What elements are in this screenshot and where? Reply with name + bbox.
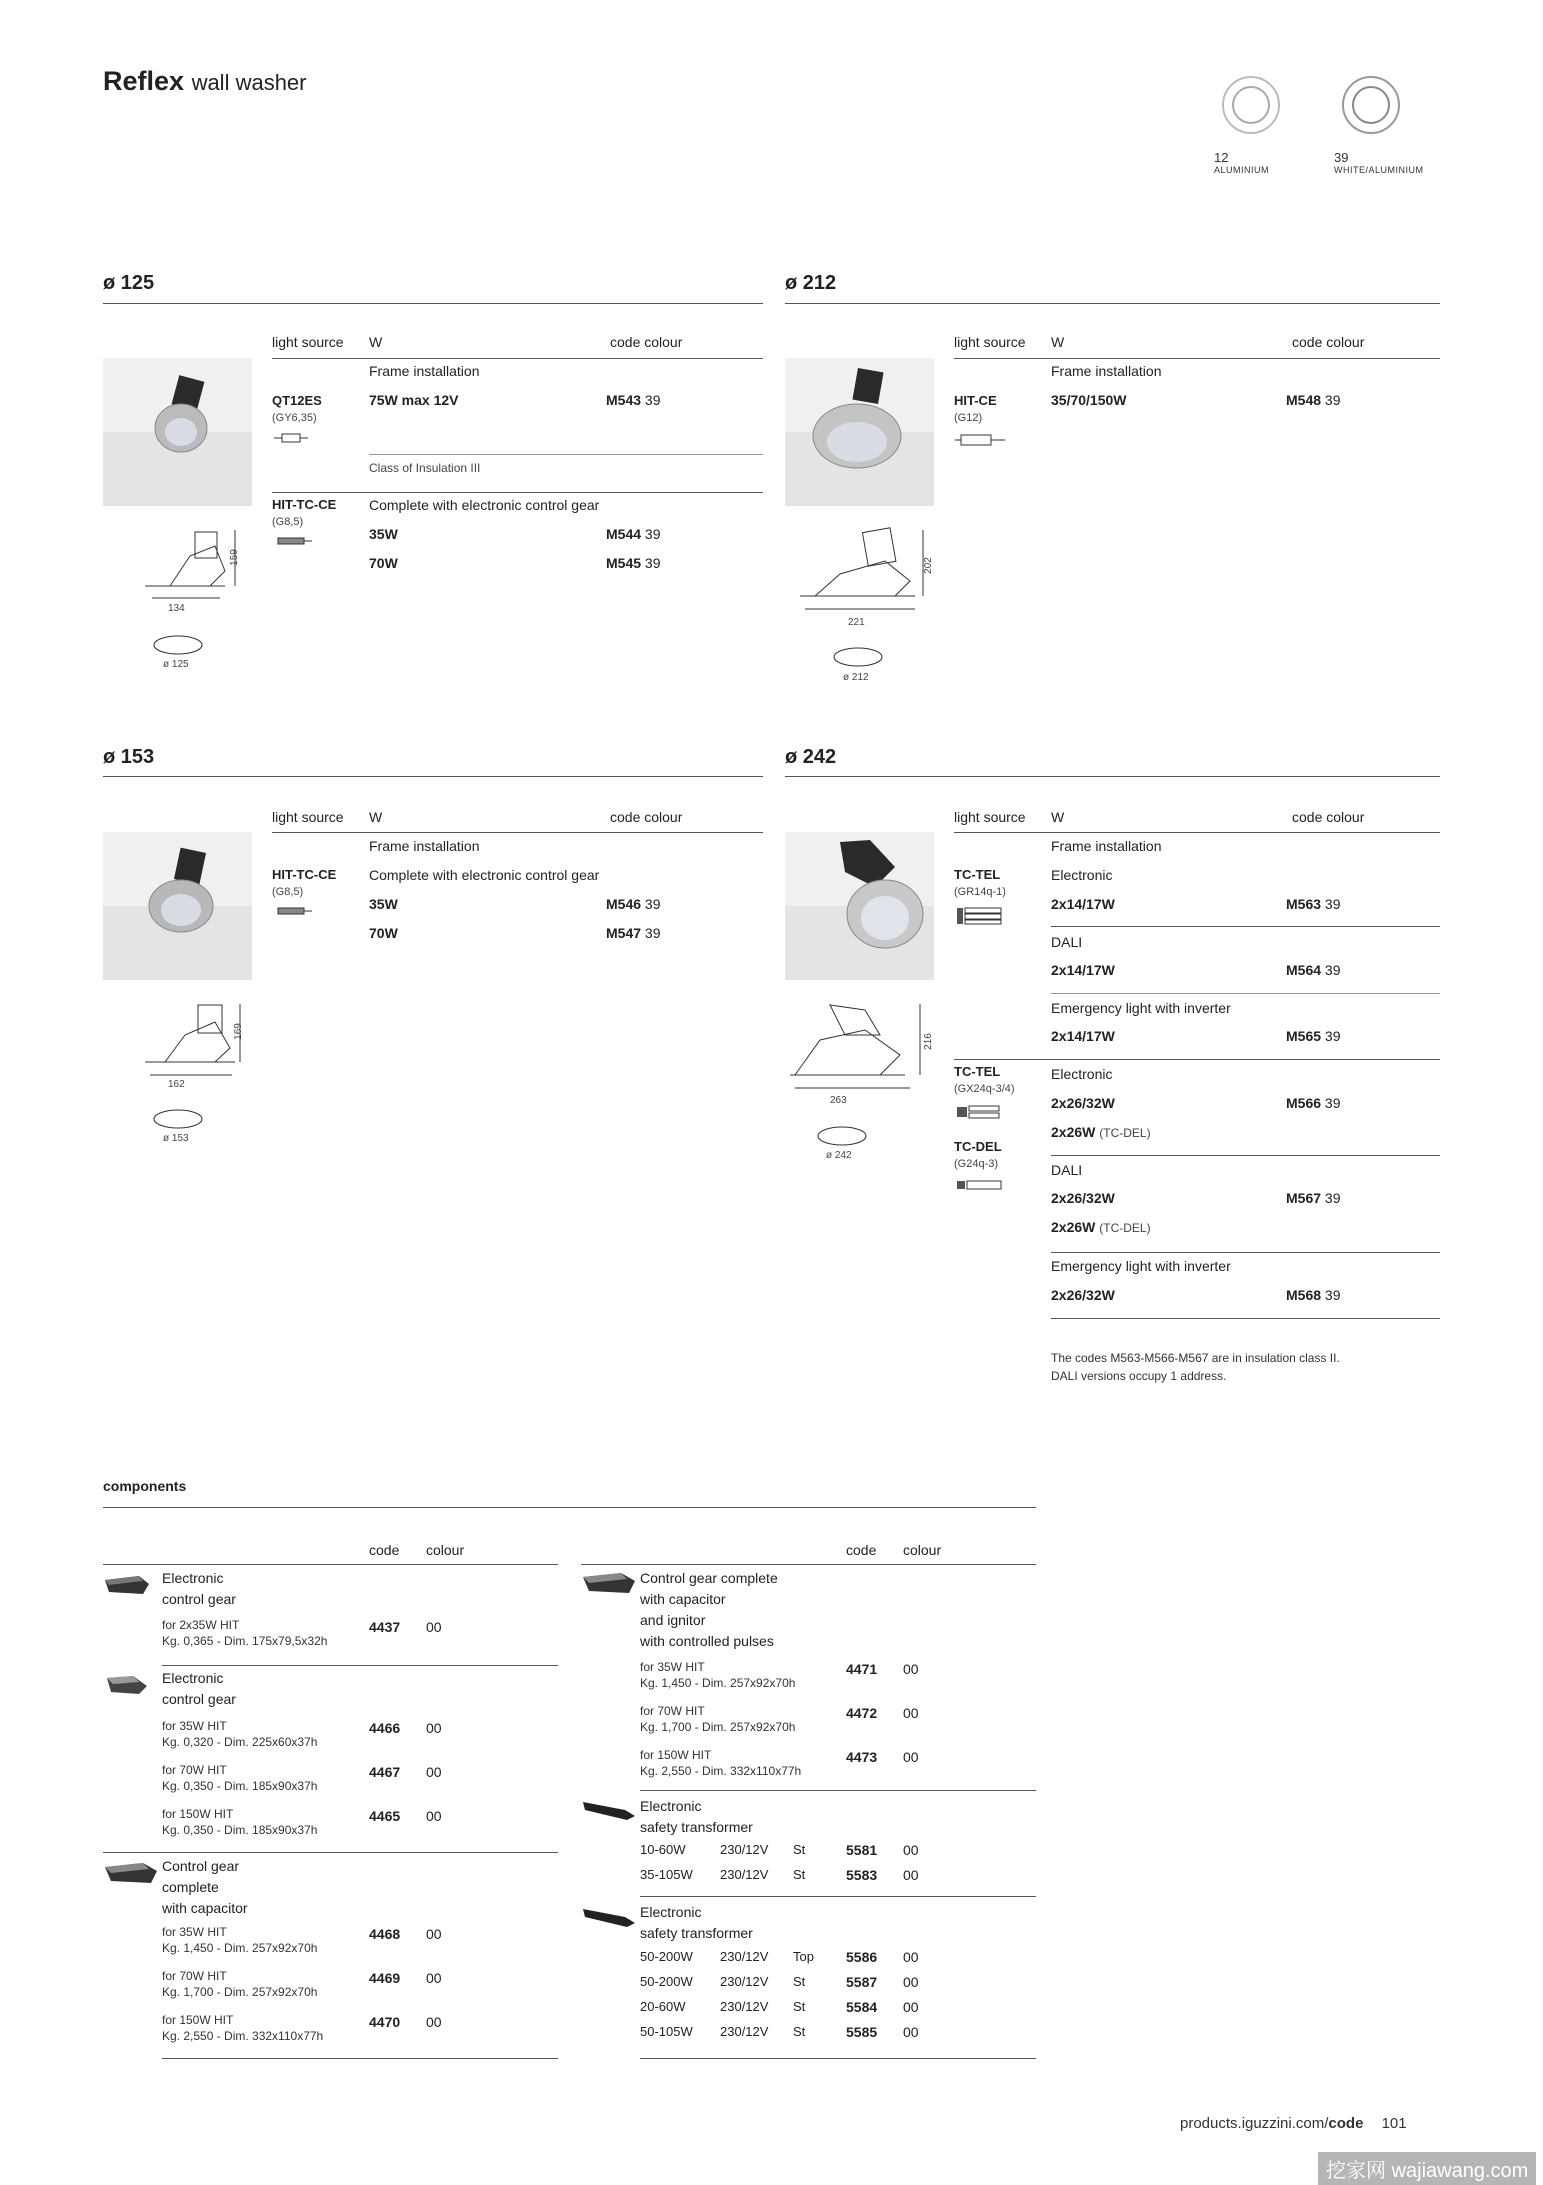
component-code: 5581: [846, 1842, 878, 1858]
component-dims: Kg. 2,550 - Dim. 332x110x77h: [640, 1764, 802, 1778]
code-row-M544: [606, 526, 661, 542]
product-code: M567: [1286, 1190, 1322, 1206]
luminaire-photo-icon: [785, 832, 934, 980]
transformer-range: 50-200W: [640, 1974, 693, 1989]
colour-code: 39: [1324, 1028, 1341, 1044]
transformer-voltage: 230/12V: [720, 1842, 769, 1857]
component-colour: 00: [426, 1619, 442, 1635]
component-code: 5587: [846, 1974, 878, 1990]
wattage: 2x26/32W: [1051, 1287, 1115, 1303]
light-source-name: TC-TEL: [954, 867, 1001, 882]
product-code: M546: [606, 896, 642, 912]
transformer-voltage: 230/12V: [720, 1974, 769, 1989]
component-colour: 00: [903, 1949, 919, 1965]
component-colour: 00: [903, 1705, 919, 1721]
header-w: W: [1051, 809, 1065, 825]
component-title: with capacitor: [162, 1900, 248, 1916]
section-rule: [103, 776, 763, 777]
transformer-icon: [581, 1796, 637, 1822]
finish-ring-icon: [1342, 76, 1400, 134]
transformer-range: 50-200W: [640, 1949, 693, 1964]
table-rule: [1051, 993, 1440, 994]
table-rule: [162, 1665, 558, 1666]
header-code-colour: code colour: [1292, 334, 1365, 350]
components-title: components: [103, 1478, 187, 1494]
component-title: Control gear complete: [640, 1570, 778, 1586]
light-source-name: TC-DEL: [954, 1139, 1002, 1154]
code-row-M565: [1286, 1028, 1341, 1044]
component-code: 4466: [369, 1720, 401, 1736]
colour-code: 39: [644, 526, 661, 542]
table-rule: [1051, 1155, 1440, 1156]
colour-code: 39: [1324, 962, 1341, 978]
component-code: 5586: [846, 1949, 878, 1965]
lamp-note: (TC-DEL): [1099, 1126, 1151, 1140]
component-title: safety transformer: [640, 1925, 753, 1941]
cutout-hole-icon: [152, 634, 204, 656]
finish-swatch-white-aluminium: [1334, 76, 1424, 175]
header-w: W: [369, 809, 383, 825]
wattage: 70W: [369, 555, 398, 571]
transformer-range: 35-105W: [640, 1867, 693, 1882]
wattage: 35W: [369, 896, 398, 912]
colour-code: 39: [1324, 1190, 1341, 1206]
component-dims: Kg. 1,450 - Dim. 257x92x70h: [162, 1941, 318, 1955]
header-light-source: light source: [954, 809, 1026, 825]
component-title: with controlled pulses: [640, 1633, 774, 1649]
table-rule: [1051, 1318, 1440, 1319]
light-source-base: (G8,5): [272, 516, 304, 528]
luminaire-photo-icon: [103, 832, 252, 980]
frame-installation: Frame installation: [1051, 838, 1162, 854]
header-code: code: [846, 1542, 877, 1558]
cutout-hole-icon: [152, 1108, 204, 1130]
luminaire-photo-icon: [103, 358, 252, 506]
table-rule: [954, 358, 1440, 359]
dimension-drawing-153: [140, 1000, 250, 1090]
light-source-base: (GR14q-1): [954, 886, 1006, 898]
component-spec: for 35W HIT: [162, 1719, 227, 1733]
watermark: 挖家网 wajiawang.com: [1318, 2152, 1536, 2185]
colour-code: 39: [644, 896, 661, 912]
component-title: Electronic: [162, 1570, 224, 1586]
light-source-base: (G8,5): [272, 886, 304, 898]
wattage-alt: [1051, 1124, 1151, 1140]
metal-halide-lamp-icon: [274, 536, 314, 546]
page-title: [103, 66, 307, 97]
product-code: M544: [606, 526, 642, 542]
footer-url-prefix: products.iguzzini.com/: [1180, 2115, 1329, 2132]
component-colour: 00: [426, 1926, 442, 1942]
light-source-base: (G12): [954, 412, 983, 424]
header-code-colour: code colour: [610, 334, 683, 350]
wattage: 35W: [369, 526, 398, 542]
metal-halide-lamp-icon: [274, 906, 314, 916]
component-spec: for 35W HIT: [162, 1925, 227, 1939]
wattage: 2x26/32W: [1051, 1190, 1115, 1206]
dimension-width: 134: [168, 603, 185, 614]
transformer-type: St: [793, 1999, 806, 2014]
product-photo-153: [103, 832, 252, 980]
insulation-note: The codes M563-M566-M567 are in insulation class II.: [1051, 1351, 1340, 1365]
dali-note: DALI versions occupy 1 address.: [1051, 1369, 1227, 1383]
gear-type: DALI: [1051, 1162, 1083, 1178]
component-title: safety transformer: [640, 1819, 753, 1835]
section-rule: [103, 303, 763, 304]
component-colour: 00: [426, 1970, 442, 1986]
wattage: 2x26W: [1051, 1219, 1096, 1235]
component-dims: Kg. 0,365 - Dim. 175x79,5x32h: [162, 1634, 328, 1648]
component-colour: 00: [903, 1749, 919, 1765]
table-rule: [103, 1564, 558, 1565]
component-code: 5585: [846, 2024, 878, 2040]
finish-code: 12: [1214, 150, 1229, 165]
section-title-153: ø 153: [103, 746, 155, 768]
code-row-M568: [1286, 1287, 1341, 1303]
page-number: 101: [1381, 2115, 1407, 2132]
light-source-name: QT12ES: [272, 393, 322, 408]
gear-type: DALI: [1051, 934, 1083, 950]
product-code: M568: [1286, 1287, 1322, 1303]
colour-code: 39: [1324, 1287, 1341, 1303]
component-code: 5583: [846, 1867, 878, 1883]
component-dims: Kg. 1,700 - Dim. 257x92x70h: [162, 1985, 318, 1999]
component-colour: 00: [903, 1661, 919, 1677]
luminaire-photo-icon: [785, 358, 934, 506]
dimension-drawing-242: [785, 1000, 935, 1100]
wattage: 2x14/17W: [1051, 1028, 1115, 1044]
dimension-width: 162: [168, 1079, 185, 1090]
transformer-range: 20-60W: [640, 1999, 686, 2014]
header-code: code: [369, 1542, 400, 1558]
product-code: M548: [1286, 392, 1322, 408]
component-code: 5584: [846, 1999, 878, 2015]
product-code: M545: [606, 555, 642, 571]
light-source-name: TC-TEL: [954, 1064, 1001, 1079]
halogen-lamp-icon: [274, 432, 310, 444]
table-rule: [581, 1564, 1036, 1565]
metal-halide-lamp-icon: [955, 432, 1007, 448]
code-row-M547: [606, 925, 661, 941]
table-rule: [162, 2058, 558, 2059]
component-colour: 00: [903, 2024, 919, 2040]
dimension-height: 159: [228, 549, 240, 566]
table-rule: [272, 492, 763, 493]
component-spec: for 70W HIT: [162, 1763, 227, 1777]
code-row-M546: [606, 896, 661, 912]
product-name: Reflex: [103, 66, 185, 96]
section-rule: [103, 1507, 1036, 1508]
product-code: M543: [606, 392, 642, 408]
cutout-hole-icon: [832, 646, 884, 668]
finish-label: ALUMINIUM: [1214, 165, 1270, 175]
component-spec: for 150W HIT: [162, 1807, 234, 1821]
transformer-range: 10-60W: [640, 1842, 686, 1857]
light-source-name: HIT-TC-CE: [272, 867, 337, 882]
product-code: M566: [1286, 1095, 1322, 1111]
component-code: 4472: [846, 1705, 878, 1721]
section-title-242: ø 242: [785, 746, 837, 768]
cutout-diameter: ø 212: [843, 672, 869, 683]
code-row-M564: [1286, 962, 1341, 978]
light-source-base: (G24q-3): [954, 1158, 999, 1170]
table-rule: [272, 832, 763, 833]
colour-code: 39: [644, 555, 661, 571]
product-code: M547: [606, 925, 642, 941]
component-colour: 00: [903, 1974, 919, 1990]
table-rule: [954, 1059, 1440, 1060]
wattage-alt: [1051, 1219, 1151, 1235]
table-rule: [272, 358, 763, 359]
gear-type: Emergency light with inverter: [1051, 1258, 1231, 1274]
light-source-base: (GX24q-3/4): [954, 1083, 1015, 1095]
component-title: with capacitor: [640, 1591, 726, 1607]
component-colour: 00: [903, 1999, 919, 2015]
component-code: 4465: [369, 1808, 401, 1824]
component-dims: Kg. 2,550 - Dim. 332x110x77h: [162, 2029, 324, 2043]
transformer-voltage: 230/12V: [720, 1999, 769, 2014]
finish-code: 39: [1334, 150, 1349, 165]
wattage: 2x14/17W: [1051, 962, 1115, 978]
component-code: 4468: [369, 1926, 401, 1942]
light-source-name: HIT-CE: [954, 393, 997, 408]
component-title: Electronic: [640, 1904, 702, 1920]
header-w: W: [369, 334, 383, 350]
frame-installation: Frame installation: [369, 838, 480, 854]
wattage: 2x14/17W: [1051, 896, 1115, 912]
product-code: M563: [1286, 896, 1322, 912]
header-light-source: light source: [272, 334, 344, 350]
cutout-hole-icon: [816, 1125, 868, 1147]
wattage: 70W: [369, 925, 398, 941]
component-code: 4437: [369, 1619, 401, 1635]
component-spec: for 70W HIT: [640, 1704, 705, 1718]
light-source-base: (GY6,35): [272, 412, 317, 424]
code-row-M545: [606, 555, 661, 571]
footer-url-bold: code: [1328, 2115, 1364, 2132]
table-rule: [640, 2058, 1036, 2059]
fluorescent-lamp-icon: [955, 1104, 1007, 1120]
wattage: 2x26W: [1051, 1124, 1096, 1140]
dimension-height: 169: [232, 1023, 244, 1040]
component-title: Electronic: [640, 1798, 702, 1814]
complete-with-control-gear: Complete with electronic control gear: [369, 497, 600, 513]
component-spec: for 70W HIT: [162, 1969, 227, 1983]
colour-code: 39: [1324, 392, 1341, 408]
component-code: 4467: [369, 1764, 401, 1780]
code-row-M543: [606, 392, 661, 408]
gear-type: Emergency light with inverter: [1051, 1000, 1231, 1016]
code-row-M567: [1286, 1190, 1341, 1206]
component-code: 4471: [846, 1661, 878, 1677]
table-rule: [954, 832, 1440, 833]
wattage: 75W max 12V: [369, 392, 459, 408]
control-gear-icon: [103, 1859, 159, 1887]
dimension-drawing-125: [140, 526, 250, 616]
transformer-type: St: [793, 2024, 806, 2039]
code-row-M563: [1286, 896, 1341, 912]
header-colour: colour: [903, 1542, 942, 1558]
gear-type: Electronic: [1051, 867, 1113, 883]
header-code-colour: code colour: [1292, 809, 1365, 825]
component-spec: for 2x35W HIT: [162, 1618, 240, 1632]
product-subtitle: wall washer: [191, 70, 307, 95]
component-spec: for 150W HIT: [162, 2013, 234, 2027]
table-rule: [1051, 1252, 1440, 1253]
table-rule: [640, 1790, 1036, 1791]
finish-swatch-aluminium: [1214, 76, 1280, 175]
complete-with-control-gear: Complete with electronic control gear: [369, 867, 600, 883]
component-code: 4470: [369, 2014, 401, 2030]
colour-code: 39: [644, 925, 661, 941]
dimension-width: 263: [830, 1095, 847, 1106]
product-photo-242: [785, 832, 934, 980]
component-colour: 00: [426, 2014, 442, 2030]
wattage: 35/70/150W: [1051, 392, 1127, 408]
component-dims: Kg. 0,350 - Dim. 185x90x37h: [162, 1823, 318, 1837]
component-title: complete: [162, 1879, 219, 1895]
product-photo-125: [103, 358, 252, 506]
component-dims: Kg. 0,350 - Dim. 185x90x37h: [162, 1779, 318, 1793]
fluorescent-lamp-icon: [955, 1178, 1007, 1192]
colour-code: 39: [1324, 896, 1341, 912]
transformer-type: Top: [793, 1949, 814, 1964]
table-rule: [103, 1852, 558, 1853]
dimension-drawing-212: [795, 526, 935, 626]
transformer-voltage: 230/12V: [720, 1867, 769, 1882]
component-colour: 00: [903, 1842, 919, 1858]
transformer-range: 50-105W: [640, 2024, 693, 2039]
component-colour: 00: [426, 1720, 442, 1736]
header-code-colour: code colour: [610, 809, 683, 825]
component-spec: for 35W HIT: [640, 1660, 705, 1674]
component-spec: for 150W HIT: [640, 1748, 712, 1762]
component-code: 4473: [846, 1749, 878, 1765]
component-title: Control gear: [162, 1858, 240, 1874]
gear-type: Electronic: [1051, 1066, 1113, 1082]
fluorescent-lamp-icon: [955, 906, 1007, 926]
light-source-name: HIT-TC-CE: [272, 497, 337, 512]
control-gear-icon: [581, 1569, 637, 1597]
code-row-M566: [1286, 1095, 1341, 1111]
colour-code: 39: [1324, 1095, 1341, 1111]
transformer-voltage: 230/12V: [720, 1949, 769, 1964]
finish-label: WHITE/ALUMINIUM: [1334, 165, 1424, 175]
component-dims: Kg. 1,450 - Dim. 257x92x70h: [640, 1676, 796, 1690]
code-row-M548: [1286, 392, 1341, 408]
header-w: W: [1051, 334, 1065, 350]
component-dims: Kg. 0,320 - Dim. 225x60x37h: [162, 1735, 318, 1749]
cutout-diameter: ø 153: [163, 1133, 189, 1144]
colour-code: 39: [644, 392, 661, 408]
section-title-125: ø 125: [103, 272, 155, 294]
product-code: M565: [1286, 1028, 1322, 1044]
component-colour: 00: [426, 1764, 442, 1780]
header-colour: colour: [426, 1542, 465, 1558]
transformer-type: St: [793, 1842, 806, 1857]
component-code: 4469: [369, 1970, 401, 1986]
header-light-source: light source: [272, 809, 344, 825]
component-colour: 00: [426, 1808, 442, 1824]
control-gear-icon: [103, 1672, 151, 1698]
dimension-width: 221: [848, 617, 865, 628]
product-photo-212: [785, 358, 934, 506]
section-title-212: ø 212: [785, 272, 837, 294]
finish-ring-icon: [1222, 76, 1280, 134]
table-rule: [369, 454, 763, 455]
transformer-type: St: [793, 1867, 806, 1882]
cutout-diameter: ø 242: [826, 1150, 852, 1161]
table-rule: [640, 1896, 1036, 1897]
section-rule: [785, 303, 1440, 304]
product-code: M564: [1286, 962, 1322, 978]
dimension-height: 202: [922, 557, 934, 574]
control-gear-icon: [103, 1572, 151, 1598]
header-light-source: light source: [954, 334, 1026, 350]
footer-url: [1180, 2115, 1407, 2132]
transformer-icon: [581, 1903, 637, 1929]
frame-installation: Frame installation: [369, 363, 480, 379]
cutout-diameter: ø 125: [163, 659, 189, 670]
component-title: control gear: [162, 1591, 236, 1607]
transformer-voltage: 230/12V: [720, 2024, 769, 2039]
table-rule: [1051, 926, 1440, 927]
lamp-note: (TC-DEL): [1099, 1221, 1151, 1235]
dimension-height: 216: [922, 1033, 934, 1050]
frame-installation: Frame installation: [1051, 363, 1162, 379]
component-title: and ignitor: [640, 1612, 706, 1628]
component-title: Electronic: [162, 1670, 224, 1686]
component-title: control gear: [162, 1691, 236, 1707]
transformer-type: St: [793, 1974, 806, 1989]
component-dims: Kg. 1,700 - Dim. 257x92x70h: [640, 1720, 796, 1734]
section-rule: [785, 776, 1440, 777]
wattage: 2x26/32W: [1051, 1095, 1115, 1111]
insulation-class: Class of Insulation III: [369, 461, 481, 475]
component-colour: 00: [903, 1867, 919, 1883]
